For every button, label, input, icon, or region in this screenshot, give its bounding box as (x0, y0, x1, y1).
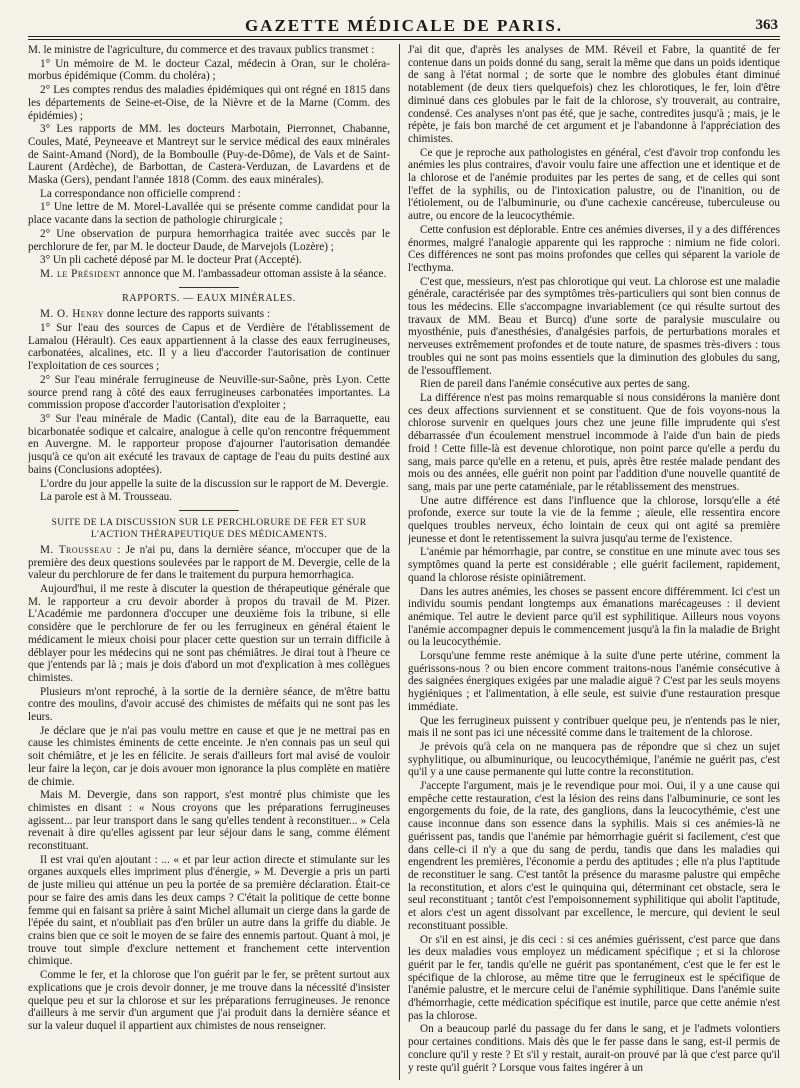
right-column (408, 44, 780, 1084)
paragraph: Que les ferrugineux puissent y contribuer quelque peu, je n'entends pas le nier, mais il ne sont pas ici une nécessité comme dans le traitement de la chlorose. (408, 714, 780, 740)
speaker-name: M. le Président (40, 267, 121, 280)
president-paragraph (28, 268, 390, 281)
journal-title: GAZETTE MÉDICALE DE PARIS. (244, 16, 564, 35)
paragraph: C'est que, messieurs, n'est pas chlorotique qui veut. La chlorose est une maladie générale, caractérisée par des symptômes très-particuliers qui sont bien connus de tous les médecins. Elle s'accompagne invariablement (ce qui résulte surtout des travaux de MM. Beau et Burcq) d'une sorte de paralysie musculaire ou myosthénie, puis d'anesthésies, d'analgésies parfois, de perturbations morales et nerveuses extrêmement profondes et de toute nature, de spasmes très-divers : tous troubles qui ne sont pas moins essentiels que la diminution des globules du sang, de l'essoufflement. (408, 275, 780, 377)
paragraph: J'ai dit que, d'après les analyses de MM. Réveil et Fabre, la quantité de fer contenue dans un poids donné du sang, serait la même que dans un poids identique de sang à l'état normal ; de sorte que le nombre des globules étant diminué notablement (de deux tiers quelquefois) chez les chlorotiques, le fer, loin d'être diminué dans ces globules par le fait de la chlorose, s'y trouverait, au contraire, condensé. Ces analyses n'ont pas été, que je sache, contredites jusqu'à ; mais, je le répète, je fais bon marché de cet argument et je l'abandonne à l'appréciation des chimistes. (408, 44, 780, 145)
section-title: RAPPORTS. — EAUX MINÉRALES. (122, 292, 296, 304)
speaker-name: M. Trousseau : (40, 543, 122, 556)
paragraph: 1° Une lettre de M. Morel-Lavallée qui se présente comme candidat pour la place vacante dans la section de pathologie chirurgicale ; (28, 201, 390, 227)
paragraph: Mais M. Devergie, dans son rapport, s'est montré plus chimiste que les chimistes en disant : « Nous croyons que les préparations ferrugineuses agissent... par leur transport dans le sang qu'elles tendent à reconstituer... » Cela revenait à dire qu'elles agissent par leur séjour dans le sang, comme élément reconstituant. (28, 789, 390, 853)
paragraph-text: annonce que M. l'ambassadeur ottoman assiste à la séance. (120, 267, 387, 280)
paragraph: Je prévois qu'à cela on ne manquera pas de répondre que si chez un sujet syphylitique, ou albuminurique, ou leucocythémique, l'anémie ne guérit pas, c'est qu'il y a une cause permanente qui lutte contre la reconstitution. (408, 740, 780, 779)
paragraph: 2° Une observation de purpura hemorrhagica traitée avec succès par le perchlorure de fer, par M. le docteur Daude, de Marvejols (Lozère) ; (28, 227, 390, 253)
paragraph: La correspondance non officielle comprend : (40, 187, 241, 200)
paragraph: Ce que je reproche aux pathologistes en général, c'est d'avoir trop confondu les anémies les plus contraires, d'avoir voulu faire une affection une et identique et de la chlorose et de l'anémie produites par les pertes de sang, et de celles qui sont l'effet de la syphilis, ou de l'intoxication palustre, ou de l'inanition, ou de l'étiolement, ou de l'albuminurie, ou d'une cachexie cancéreuse, tuberculeuse ou autre, ou encore de la leucocythémie. (408, 146, 780, 223)
page-number: 363 (755, 17, 778, 33)
paragraph: Une autre différence est dans l'influence que la chlorose, lorsqu'elle a été profonde, exerce sur toute la vie de la femme ; aïeule, elle ressentira encore quelques troubles nerveux, écho lointain de ceux qui ont agité sa première jeunesse et dont le retentissement la suivra jusqu'au terme de l'existence. (408, 494, 780, 545)
paragraph: Or s'il en est ainsi, je dis ceci : si ces anémies guérissent, c'est parce que dans les deux maladies vous employez un médicament spécifique ; et si la chlorose guérit par le fer, tandis qu'elle ne guérit pas spontanément, c'est que le fer est le spécifique de la chlorose, au même titre que le ferrugineux est le spécifique de l'anémie palustre, et le mercure celui de l'anémie syphilitique. Dans l'anémie suite d'hémorrhagie, cette médication spécifique est inutile, parce que cette anémie n'est pas la chlorose. (408, 933, 780, 1022)
section-divider (179, 510, 239, 511)
paragraph: Plusieurs m'ont reproché, à la sortie de la dernière séance, de m'être battu contre des moulins, d'avoir accusé des chimistes de méfaits qui ne sont pas les leurs. (28, 685, 390, 724)
paragraph-text: Je n'ai pu, dans la dernière séance, m'occuper que de la première des deux questions soulevées par le rapport de M. Devergie, celle de la valeur du perchlorure de fer dans le traitement du purpura hemorrhagica. (28, 543, 390, 582)
paragraph: J'accepte l'argument, mais je le revendique pour moi. Oui, il y a une cause qui empêche cette restauration, c'est la lésion des reins dans l'albuminurie, ce sont les engorgements du foie, de la rate, des ganglions, dans la leucocythémie, c'est une cause inconnue dans son essence dans la syphilis. Mais si ces anémies-là ne guérissent pas, tandis que l'anémie par hémorrhagie guérit si facilement, c'est que dans celle-ci il n'y a que du sang de perdu, tandis que dans les maladies qui engendrent les premières, l'économie a perdu des aptitudes ; elle n'a plus l'aptitude de reconstituer le sang. C'est tantôt la présence du marasme palustre qui empêche la reconstitution, et alors c'est le quinquina qui, déterminant cet obstacle, sera le seul reconstituant ; tantôt c'est l'empoisonnement syphilitique qui abolit l'aptitude, et alors c'est un agent dissolvant par excellence, le mercure, qui devient le seul reconstituant possible. (408, 780, 780, 932)
henry-paragraph (28, 308, 390, 321)
paragraph: La différence n'est pas moins remarquable si nous considérons la manière dont ces deux affections surviennent et se constituent. Que de fois voyons-nous la chlorose survenir en quelques jours chez une jeune fille imprudente qui s'est débarrassée d'un écoulement menstruel incommode à l'aide d'un bain de pieds froid ! Cette fille-là est devenue chlorotique, non point parce qu'elle a perdu du sang, mais parce qu'elle en a retenu, et puis, après être restée malade pendant des mois ou des années, elle guérit non point par l'addition d'une nouvelle quantité de sang, mais par une perte cataméniale, par le rétablissement des menstrues. (408, 391, 780, 493)
paragraph: 1° Un mémoire de M. le docteur Cazal, médecin à Oran, sur le choléra-morbus épidémique (Comm. du choléra) ; (28, 57, 390, 83)
paragraph: 2° Sur l'eau minérale ferrugineuse de Neuville-sur-Saône, près Lyon. Cette source prend rang à côté des eaux ferrugineuses carbonatées importantes. La commission propose d'accorder l'autorisation d'exploiter ; (28, 373, 390, 412)
column-divider (399, 44, 400, 1080)
paragraph: Comme le fer, et la chlorose que l'on guérit par le fer, se prêtent surtout aux explications que je crois devoir donner, je me trouve dans la nécessité d'insister quelque peu et sur la chlorose et sur les préparations ferrugineuses. Je renonce d'ailleurs à me servir d'un argument que j'ai produit dans la dernière séance et sur la valeur duquel il appartient aux chimistes de nous renseigner. (28, 969, 390, 1032)
paragraph: M. le ministre de l'agriculture, du commerce et des travaux publics transmet : (28, 44, 375, 56)
header-rule (28, 36, 780, 37)
paragraph: L'ordre du jour appelle la suite de la discussion sur le rapport de M. Devergie. (40, 477, 389, 490)
left-column (28, 44, 390, 1084)
paragraph: 1° Sur l'eau des sources de Capus et de Verdière de l'établissement de Lamalou (Hérault). Ces eaux appartiennent à la classe des eaux ferrugineuses, carbonatées, alcalines, etc. Il y a lieu d'accorder l'autorisation de continuer l'exploitation de ces sources ; (28, 322, 390, 373)
paragraph: Cette confusion est déplorable. Entre ces anémies diverses, il y a des différences énormes, malgré l'analogie apparente qui les rapproche : nimium ne fide colori. Ces différences ne sont pas moins profondes que celles qui séparent la variole de l'ecthyma. (408, 223, 780, 274)
paragraph: Rien de pareil dans l'anémie consécutive aux pertes de sang. (420, 378, 690, 391)
header-rule-double (28, 39, 780, 40)
trousseau-paragraph (28, 544, 390, 582)
paragraph-text: donne lecture des rapports suivants : (104, 308, 271, 321)
paragraph: On a beaucoup parlé du passage du fer dans le sang, et je l'admets volontiers pour certaines conditions. Mais dès que le fer passe dans le sang, est-il permis de conclure qu'il y reste ? Et s'il y restait, aurait-on prouvé par là que c'est parce qu'il y reste qu'il guérit ? Lorsque vous faites ingérer à un (408, 1023, 780, 1074)
section-divider (179, 287, 239, 288)
paragraph: 2° Les comptes rendus des maladies épidémiques qui ont régné en 1815 dans les départements de Seine-et-Oise, de la Nièvre et de la Marne (Comm. des épidémies) ; (28, 84, 390, 122)
paragraph: Dans les autres anémies, les choses se passent encore différemment. Ici c'est un individu soumis pendant longtemps aux émanations marécageuses : il devient anémique. Tel autre le devient parce qu'il est syphilitique. Ailleurs nous voyons l'anémie accompagner depuis le commencement jusqu'à la fin la maladie de Bright ou la leucocythémie. (408, 585, 780, 649)
paragraph: 3° Un pli cacheté déposé par M. le docteur Prat (Accepté). (40, 254, 302, 267)
paragraph: L'anémie par hémorrhagie, par contre, se constitue en une minute avec tous ses symptômes quand la perte est considérable ; elle guérit facilement, rapidement, quand la chlorose résiste opiniâtrement. (408, 546, 780, 584)
section-title: SUITE DE LA DISCUSSION SUR LE PERCHLORURE DE FER ET SUR L'ACTION THÉRAPEUTIQUE DES MÉDICAMENTS. (51, 516, 367, 540)
paragraph: Je déclare que je n'ai pas voulu mettre en cause et que je ne mettrai pas en cause les chimistes éminents de cette enceinte. Je n'en connais pas un seul qui soit chémiâtre, et je les en félicite. Je serais d'ailleurs fort mal avisé de vouloir leur faire la leçon, car je dois avouer mon ignorance la plus complète en matière de chimie. (28, 724, 390, 788)
speaker-name: M. O. Henry (40, 308, 105, 321)
paragraph: 3° Sur l'eau minérale de Madic (Cantal), dite eau de la Barraquette, eau bicarbonatée sodique et calcaire, analogue à celle qu'on rencontre fréquemment en Auvergne. M. le rapporteur propose d'ajourner l'autorisation demandée jusqu'à ce qu'on ait exécuté les travaux de captage de l'eau du puits destiné aux bains (Conclusions adoptées). (28, 412, 390, 476)
paragraph: Aujourd'hui, il me reste à discuter la question de thérapeutique générale que M. le rapporteur a cru devoir aborder à propos du travail de M. Pizer. L'Académie me pardonnera d'occuper une deuxième fois la tribune, si elle considère que le perchlorure de fer ou les ferrugineux en général étaient le médicament le mieux choisi pour placer cette question sur un terrain difficile à déblayer pour les médecins qui ne sont pas chémiâtres. Je dirai tout à l'heure ce que j'entends par là ; mais je dois d'abord un mot d'explication à mes collègues chimistes. (28, 583, 390, 684)
paragraph: 3° Les rapports de MM. les docteurs Marbotain, Pierronnet, Chabanne, Coules, Maté, Peyneeave et Mantreyt sur le service médical des eaux minérales de Saint-Amand (Nord), de la Bomboulle (Puy-de-Dôme), de Vals et de Saint-Laurent (Ardèche), de Barbottan, de Castera-Verduzan, de Lavardens et de Maska (Gers), pendant l'année 1818 (Comm. des eaux minérales). (28, 123, 390, 187)
paragraph: La parole est à M. Trousseau. (40, 491, 173, 504)
paragraph: Lorsqu'une femme reste anémique à la suite d'une perte utérine, comment la guérissons-nous ? ou bien encore comment traitons-nous l'anémie consécutive à des saignées énergiques exigées par une maladie aiguë ? C'est par les seuls moyens hygiéniques ; et l'alimentation, à elle seule, est suivie d'une restauration presque immédiate. (408, 650, 780, 713)
paragraph: Il est vrai qu'en ajoutant : ... « et par leur action directe et stimulante sur les organes auxquels elles impriment plus d'énergie, » M. Devergie a pris un parti de juste milieu qui atténue un peu la portée de sa première déclaration. Était-ce pour se faire des amis dans les deux camps ? C'était la politique de cette bonne femme qui en faisant sa prière à saint Michel allumait un cierge dans la garde de l'épée du saint, et n'oubliait pas d'en brûler un autre dans la griffe du diable. Je crains bien que ce soit le moyen de se faire des ennemis partout. Quant à moi, je trouve tout simple d'exclure nettement et franchement cette intervention chimique. (28, 853, 390, 968)
